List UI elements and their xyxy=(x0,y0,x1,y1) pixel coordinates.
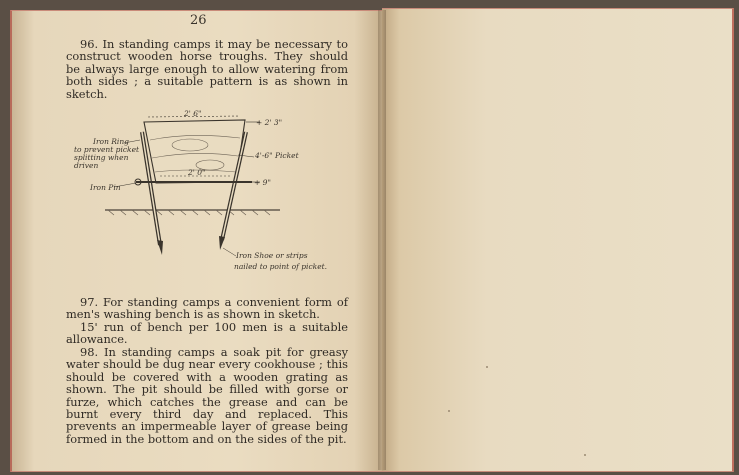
paragraph-96-text: 96. In standing camps it may be necessary to construct wooden horse troughs. They should be always large enough to allow watering from both sides ; a suitable pattern is as shown in sketch. xyxy=(66,37,348,101)
iron-shoe-label-1: Iron Shoe or strips xyxy=(236,251,308,260)
paragraph-97-text: 97. For standing camps a convenient form of men's washing bench is as shown in sketch. xyxy=(66,295,348,322)
right-page xyxy=(382,8,734,472)
page-number: 26 xyxy=(190,13,207,28)
paragraph-98-text: 98. In standing camps a soak pit for greasy water should be dug near every cookhouse ; this should be covered with a wooden grating as shown. The pit should be filled with gorse or furze, which catches the grease and can be burnt every third day and replaced. This prevents an impermeable layer of grease being formed in the bottom and on the sides of the pit. xyxy=(66,345,348,446)
iron-ring-label-3: splitting when xyxy=(74,153,129,162)
dim-bottom-width: 2' 0" xyxy=(188,168,206,177)
iron-pin-label: Iron Pin xyxy=(90,183,121,192)
dim-top-width: 2' 6" xyxy=(184,110,202,118)
dim-leg: + 9" xyxy=(254,178,271,187)
paragraph-96 xyxy=(66,38,348,100)
dim-height: + 2' 3" xyxy=(256,118,283,127)
page-speck xyxy=(584,454,586,456)
book-gutter xyxy=(378,10,386,470)
paragraph-97b-text: 15' run of bench per 100 men is a suitable allowance. xyxy=(66,319,348,347)
iron-ring-label-2: to prevent picket xyxy=(74,145,140,154)
iron-ring-label-1: Iron Ring xyxy=(93,137,129,146)
page-speck xyxy=(448,410,450,412)
ground-hatching xyxy=(108,210,270,215)
iron-shoe-label-2: nailed to point of picket. xyxy=(234,262,328,271)
horse-trough-sketch xyxy=(60,110,350,285)
iron-ring-label-4: driven xyxy=(74,161,99,170)
picket-label: 4'-6" Picket xyxy=(255,151,299,160)
page-speck xyxy=(486,366,488,368)
paragraph-98 xyxy=(66,346,348,445)
paragraph-97 xyxy=(66,296,348,346)
